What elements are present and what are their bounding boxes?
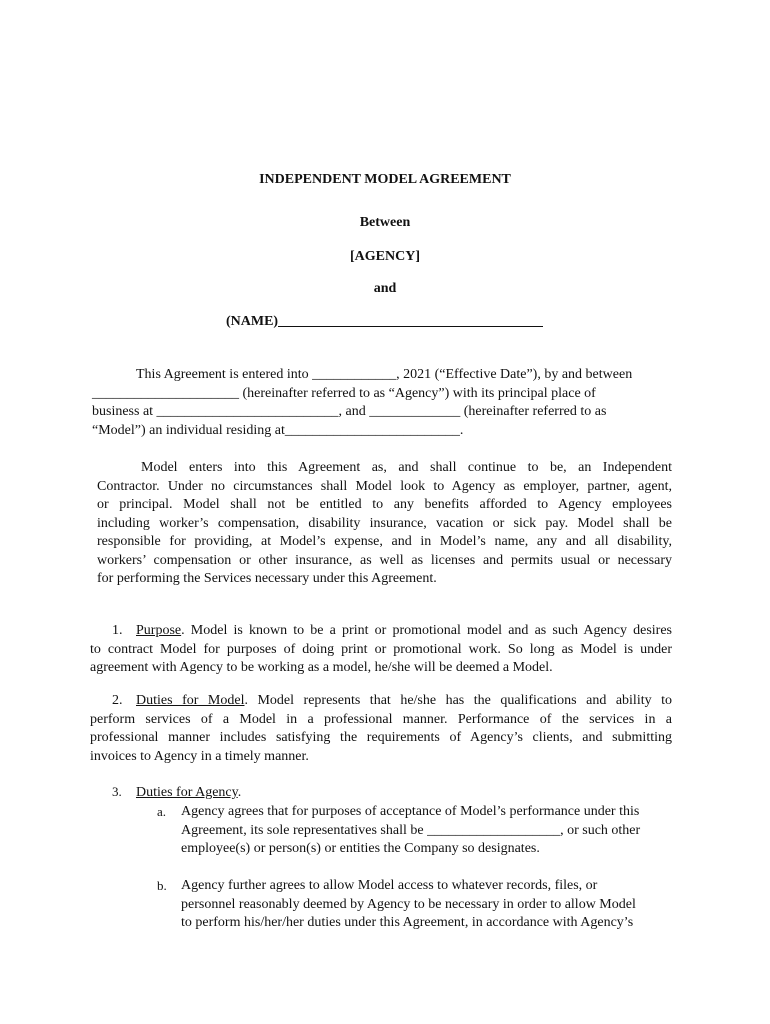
contractor-line: or principal. Model shall not be entitled to any benefits afforded to Agency employees <box>97 497 672 512</box>
subsection-line: Agency further agrees to allow Model access to whatever records, files, or <box>181 878 598 893</box>
subsection-line: to perform his/her/her duties under this Agreement, in accordance with Agency’s <box>181 915 634 930</box>
contractor-paragraph <box>97 459 672 589</box>
subsection-a <box>157 803 682 859</box>
section-number: 2. <box>112 693 123 708</box>
section-heading: Duties for Agency <box>136 785 238 800</box>
contractor-line: workers’ compensation or other insurance, as well as licenses and permits usual or necessary <box>97 552 672 568</box>
subsection-b <box>157 877 682 933</box>
section-purpose <box>90 622 672 678</box>
section-line: perform services of a Model in a professional manner. Performance of the services in a <box>90 711 672 727</box>
intro-line: _____________________ (hereinafter referred to as “Agency”) with its principal place of <box>92 385 596 401</box>
name-label: (NAME) <box>226 314 279 329</box>
intro-line: business at __________________________, and _____________ (hereinafter referred to as <box>92 404 607 419</box>
name-blank-line <box>278 312 543 327</box>
subsection-label: a. <box>157 804 167 819</box>
section-duties-agency-heading: 3. Duties for Agency. <box>112 784 242 800</box>
section-duties-model <box>90 692 672 766</box>
intro-line: This Agreement is entered into ____________, 2021 (“Effective Date”), by and between <box>136 367 633 382</box>
contractor-line: Model enters into this Agreement as, and shall continue to be, an Independent <box>141 460 672 475</box>
contractor-line: including worker’s compensation, disability insurance, vacation or sick pay. Model shall be <box>97 515 672 531</box>
section-heading: Purpose <box>136 623 182 638</box>
section-number: 3. <box>112 784 122 799</box>
name-field <box>226 312 543 330</box>
and-label: and <box>373 281 397 296</box>
contractor-line: for performing the Services necessary under this Agreement. <box>97 571 437 586</box>
section-line: invoices to Agency in a timely manner. <box>90 748 309 764</box>
contractor-line: Contractor. Under no circumstances shall Model look to Agency as employer, partner, agent, <box>97 478 672 494</box>
subsection-line: Agreement, its sole representatives shall be ___________________, or such other <box>181 822 641 838</box>
between-label: Between <box>359 215 411 230</box>
subsection-label: b. <box>157 878 167 893</box>
agency-placeholder: [AGENCY] <box>350 249 420 264</box>
subsection-line: employee(s) or person(s) or entities the Company so designates. <box>181 841 540 856</box>
section-line: to contract Model for purposes of doing print or promotional work. So long as Model is under <box>90 641 672 657</box>
contractor-line: responsible for providing, at Model’s expense, and in Model’s name, any and all disability, <box>97 534 672 549</box>
section-number: 1. <box>112 623 123 638</box>
section-heading: Duties for Model <box>136 693 245 708</box>
section-line: agreement with Agency to be working as a model, he/she will be deemed a Model. <box>90 660 553 675</box>
intro-line: “Model”) an individual residing at_________________________. <box>92 422 464 438</box>
section-line: 1. Purpose. Model is known to be a print or promotional model and as such Agency desires <box>90 622 672 641</box>
subsection-line: Agency agrees that for purposes of acceptance of Model’s performance under this <box>181 804 640 819</box>
intro-paragraph <box>92 366 677 440</box>
subsection-line: personnel reasonably deemed by Agency to be necessary in order to allow Model <box>181 896 636 912</box>
section-line: 2. Duties for Model. Model represents that he/she has the qualifications and ability to <box>90 692 672 711</box>
document-title: INDEPENDENT MODEL AGREEMENT <box>259 172 511 187</box>
section-line: professional manner includes satisfying the requirements of Agency’s clients, and submitting <box>90 730 672 745</box>
